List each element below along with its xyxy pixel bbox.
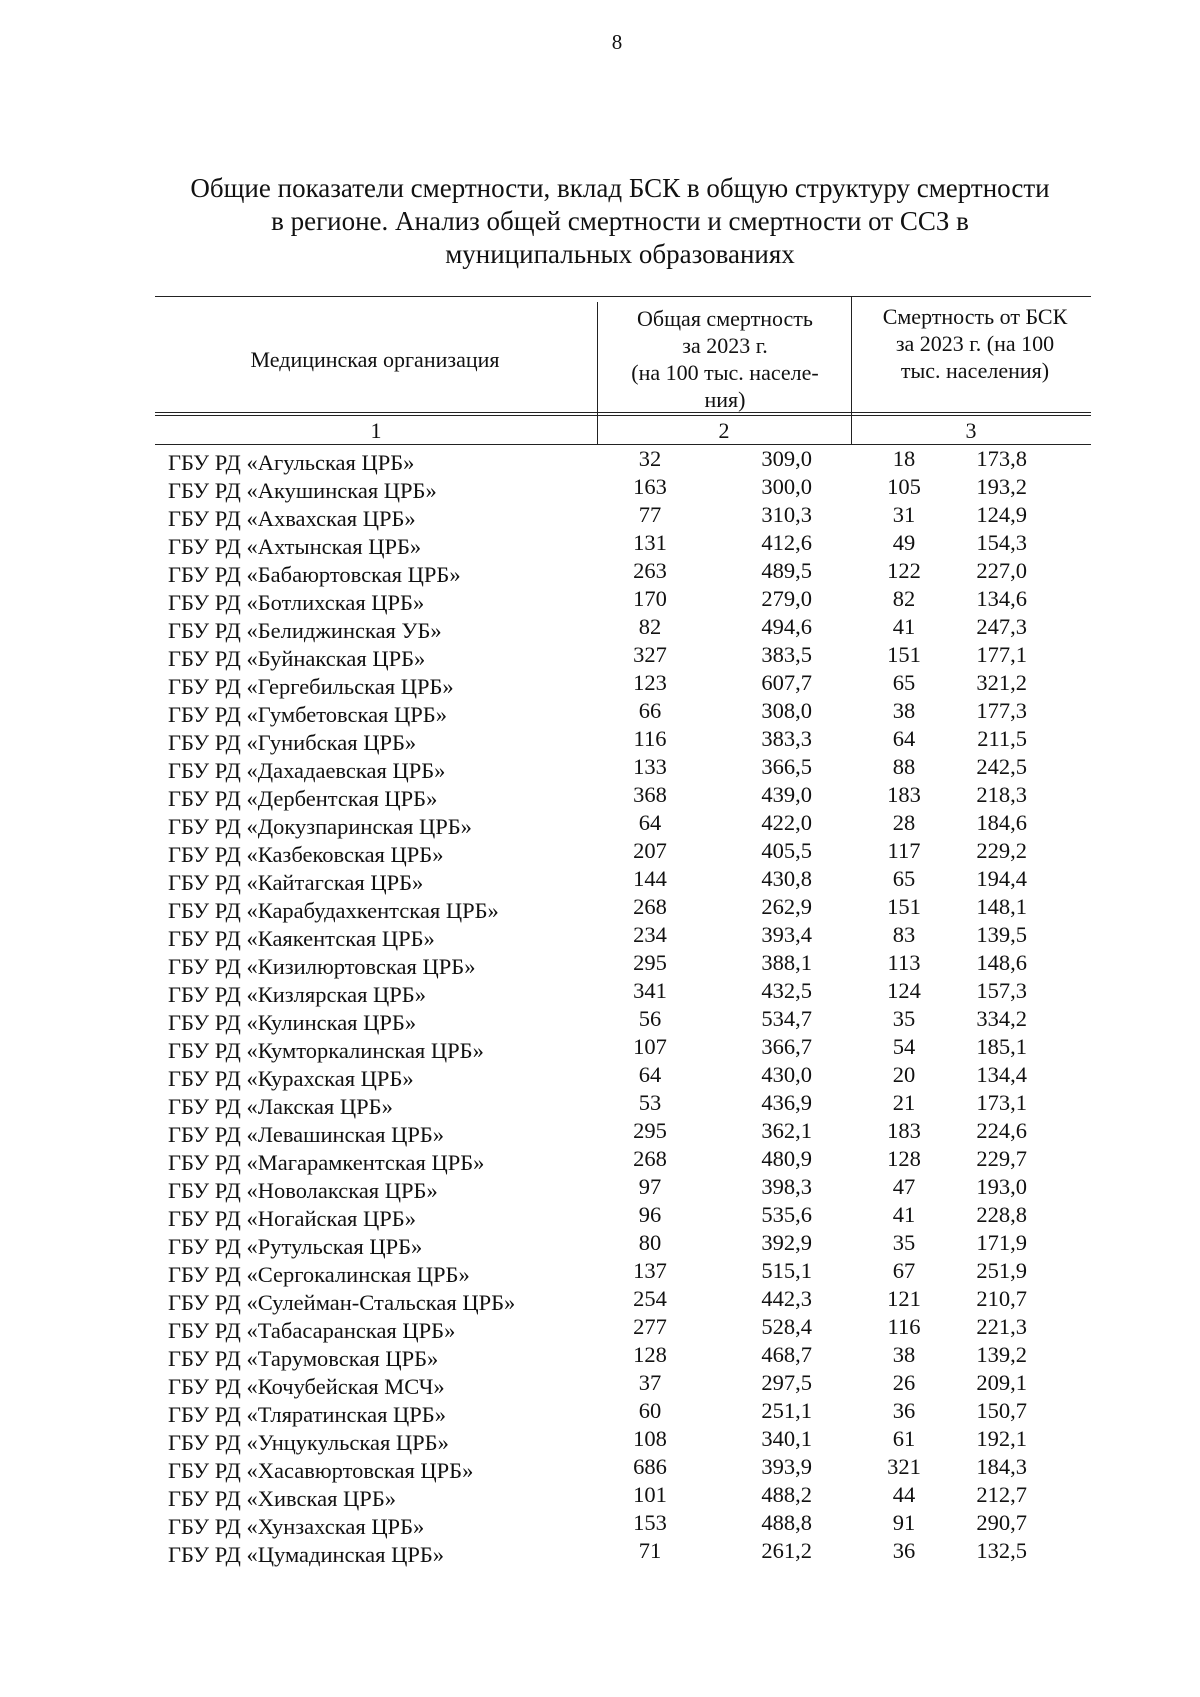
total-rate-cell: 432,5 — [761, 978, 812, 1003]
table-row — [0, 1398, 1200, 1426]
bsk-rate-cell: 194,4 — [976, 866, 1027, 891]
bsk-rate-cell: 171,9 — [976, 1230, 1027, 1255]
total-rate-cell: 262,9 — [761, 894, 812, 919]
table-row — [0, 474, 1200, 502]
bsk-rate-cell: 148,6 — [976, 950, 1027, 975]
total-rate-cell: 393,9 — [761, 1454, 812, 1479]
table-row — [0, 558, 1200, 586]
column-number-rule — [155, 444, 1091, 445]
total-rate-cell: 310,3 — [761, 502, 812, 527]
document-title — [150, 172, 1090, 271]
organization-cell: ГБУ РД «Карабудахкентская ЦРБ» — [168, 898, 499, 923]
organization-cell: ГБУ РД «Ахтынская ЦРБ» — [168, 534, 422, 559]
table-row — [0, 950, 1200, 978]
bsk-deaths-cell: 124 — [887, 978, 921, 1003]
bsk-rate-cell: 134,6 — [976, 586, 1027, 611]
total-deaths-cell: 170 — [633, 586, 667, 611]
total-rate-cell: 430,0 — [761, 1062, 812, 1087]
table-row — [0, 922, 1200, 950]
total-rate-cell: 308,0 — [761, 698, 812, 723]
bsk-deaths-cell: 36 — [892, 1398, 916, 1423]
organization-cell: ГБУ РД «Гунибская ЦРБ» — [168, 730, 417, 755]
total-deaths-cell: 107 — [633, 1034, 667, 1059]
total-deaths-cell: 37 — [638, 1370, 662, 1395]
total-deaths-cell: 116 — [633, 726, 667, 751]
bsk-deaths-cell: 35 — [892, 1230, 916, 1255]
bsk-rate-cell: 209,1 — [976, 1370, 1027, 1395]
bsk-deaths-cell: 54 — [892, 1034, 916, 1059]
organization-cell: ГБУ РД «Кайтагская ЦРБ» — [168, 870, 424, 895]
total-deaths-cell: 277 — [633, 1314, 667, 1339]
table-row — [0, 446, 1200, 474]
bsk-deaths-cell: 88 — [892, 754, 916, 779]
total-deaths-cell: 207 — [633, 838, 667, 863]
total-rate-cell: 251,1 — [761, 1398, 812, 1423]
header-line: (на 100 тыс. населе- — [631, 360, 819, 385]
organization-cell: ГБУ РД «Бабаюртовская ЦРБ» — [168, 562, 461, 587]
bsk-rate-cell: 177,1 — [976, 642, 1027, 667]
table-row — [0, 978, 1200, 1006]
organization-cell: ГБУ РД «Лакская ЦРБ» — [168, 1094, 393, 1119]
total-rate-cell: 261,2 — [761, 1538, 812, 1563]
total-deaths-cell: 101 — [633, 1482, 667, 1507]
total-deaths-cell: 263 — [633, 558, 667, 583]
total-rate-cell: 300,0 — [761, 474, 812, 499]
bsk-deaths-cell: 36 — [892, 1538, 916, 1563]
table-row — [0, 726, 1200, 754]
header-line: за 2023 г. (на 100 — [895, 331, 1055, 356]
total-deaths-cell: 268 — [633, 1146, 667, 1171]
total-rate-cell: 515,1 — [761, 1258, 812, 1283]
total-rate-cell: 362,1 — [761, 1118, 812, 1143]
total-rate-cell: 398,3 — [761, 1174, 812, 1199]
bsk-rate-cell: 173,8 — [976, 446, 1027, 471]
total-deaths-cell: 71 — [638, 1538, 662, 1563]
table-row — [0, 642, 1200, 670]
total-deaths-cell: 137 — [633, 1258, 667, 1283]
organization-cell: ГБУ РД «Ботлихская ЦРБ» — [168, 590, 425, 615]
bsk-deaths-cell: 121 — [887, 1286, 921, 1311]
total-deaths-cell: 64 — [638, 1062, 662, 1087]
bsk-deaths-cell: 91 — [892, 1510, 916, 1535]
bsk-rate-cell: 229,2 — [976, 838, 1027, 863]
bsk-deaths-cell: 35 — [892, 1006, 916, 1031]
total-deaths-cell: 66 — [638, 698, 662, 723]
column-number: 2 — [718, 418, 730, 443]
total-rate-cell: 607,7 — [761, 670, 812, 695]
total-deaths-cell: 60 — [638, 1398, 662, 1423]
total-rate-cell: 366,5 — [761, 754, 812, 779]
bsk-deaths-cell: 41 — [892, 614, 916, 639]
organization-cell: ГБУ РД «Дахадаевская ЦРБ» — [168, 758, 446, 783]
table-row — [0, 1510, 1200, 1538]
table-row — [0, 810, 1200, 838]
organization-cell: ГБУ РД «Хунзахская ЦРБ» — [168, 1514, 425, 1539]
total-rate-cell: 528,4 — [761, 1314, 812, 1339]
organization-cell: ГБУ РД «Хасавюртовская ЦРБ» — [168, 1458, 474, 1483]
bsk-rate-cell: 210,7 — [976, 1286, 1027, 1311]
bsk-rate-cell: 150,7 — [976, 1398, 1027, 1423]
bsk-deaths-cell: 28 — [892, 810, 916, 835]
bsk-rate-cell: 334,2 — [976, 1006, 1027, 1031]
table-row — [0, 1090, 1200, 1118]
table-row — [0, 502, 1200, 530]
total-rate-cell: 488,2 — [761, 1482, 812, 1507]
title-line: муниципальных образованиях — [445, 239, 795, 269]
total-deaths-cell: 32 — [638, 446, 662, 471]
total-deaths-cell: 77 — [638, 502, 662, 527]
bsk-rate-cell: 227,0 — [976, 558, 1027, 583]
total-deaths-cell: 96 — [638, 1202, 662, 1227]
bsk-rate-cell: 139,5 — [976, 922, 1027, 947]
bsk-rate-cell: 212,7 — [976, 1482, 1027, 1507]
table-row — [0, 670, 1200, 698]
title-line: в регионе. Анализ общей смертности и смертности от ССЗ в — [271, 206, 969, 236]
total-deaths-cell: 64 — [638, 810, 662, 835]
total-rate-cell: 366,7 — [761, 1034, 812, 1059]
bsk-deaths-cell: 21 — [892, 1090, 916, 1115]
organization-cell: ГБУ РД «Сулейман-Стальская ЦРБ» — [168, 1290, 516, 1315]
bsk-rate-cell: 251,9 — [976, 1258, 1027, 1283]
table-row — [0, 1342, 1200, 1370]
bsk-rate-cell: 184,3 — [976, 1454, 1027, 1479]
bsk-deaths-cell: 105 — [887, 474, 921, 499]
bsk-rate-cell: 290,7 — [976, 1510, 1027, 1535]
bsk-deaths-cell: 82 — [892, 586, 916, 611]
total-rate-cell: 489,5 — [761, 558, 812, 583]
title-line: Общие показатели смертности, вклад БСК в общую структуру смертности — [190, 173, 1050, 203]
bsk-rate-cell: 154,3 — [976, 530, 1027, 555]
organization-cell: ГБУ РД «Буйнакская ЦРБ» — [168, 646, 426, 671]
organization-cell: ГБУ РД «Унцукульская ЦРБ» — [168, 1430, 449, 1455]
header-line: тыс. населения) — [900, 358, 1050, 383]
table-row — [0, 1062, 1200, 1090]
table-row — [0, 1174, 1200, 1202]
organization-cell: ГБУ РД «Каякентская ЦРБ» — [168, 926, 435, 951]
total-rate-cell: 392,9 — [761, 1230, 812, 1255]
total-rate-cell: 480,9 — [761, 1146, 812, 1171]
bsk-deaths-cell: 64 — [892, 726, 916, 751]
organization-cell: ГБУ РД «Агульская ЦРБ» — [168, 450, 415, 475]
organization-cell: ГБУ РД «Кочубейская МСЧ» — [168, 1374, 445, 1399]
organization-cell: ГБУ РД «Сергокалинская ЦРБ» — [168, 1262, 470, 1287]
total-rate-cell: 297,5 — [761, 1370, 812, 1395]
organization-cell: ГБУ РД «Кизлярская ЦРБ» — [168, 982, 426, 1007]
organization-cell: ГБУ РД «Кулинская ЦРБ» — [168, 1010, 417, 1035]
bsk-deaths-cell: 67 — [892, 1258, 916, 1283]
organization-cell: ГБУ РД «Ногайская ЦРБ» — [168, 1206, 416, 1231]
table-row — [0, 866, 1200, 894]
total-rate-cell: 383,5 — [761, 642, 812, 667]
organization-cell: ГБУ РД «Тарумовская ЦРБ» — [168, 1346, 439, 1371]
organization-cell: ГБУ РД «Докузпаринская ЦРБ» — [168, 814, 472, 839]
total-deaths-cell: 234 — [633, 922, 667, 947]
column-number: 1 — [370, 418, 382, 443]
header-line: Смертность от БСК — [882, 304, 1068, 329]
total-rate-cell: 439,0 — [761, 782, 812, 807]
bsk-rate-cell: 221,3 — [976, 1314, 1027, 1339]
bsk-deaths-cell: 65 — [892, 866, 916, 891]
table-row — [0, 1538, 1200, 1566]
table-row — [0, 1118, 1200, 1146]
table-row — [0, 754, 1200, 782]
column-number: 3 — [965, 418, 977, 443]
bsk-deaths-cell: 151 — [887, 642, 921, 667]
table-row — [0, 838, 1200, 866]
header-line: Общая смертность — [637, 306, 813, 331]
total-rate-cell: 468,7 — [761, 1342, 812, 1367]
bsk-deaths-cell: 183 — [887, 1118, 921, 1143]
bsk-deaths-cell: 47 — [892, 1174, 916, 1199]
bsk-deaths-cell: 122 — [887, 558, 921, 583]
bsk-deaths-cell: 117 — [887, 838, 921, 863]
table-row — [0, 1034, 1200, 1062]
table-row — [0, 1258, 1200, 1286]
bsk-rate-cell: 185,1 — [976, 1034, 1027, 1059]
bsk-deaths-cell: 116 — [887, 1314, 921, 1339]
header-organization: Медицинская организация — [250, 347, 500, 372]
bsk-rate-cell: 247,3 — [976, 614, 1027, 639]
bsk-deaths-cell: 151 — [887, 894, 921, 919]
total-rate-cell: 494,6 — [761, 614, 812, 639]
total-rate-cell: 436,9 — [761, 1090, 812, 1115]
header-total-mortality — [605, 305, 845, 413]
bsk-rate-cell: 224,6 — [976, 1118, 1027, 1143]
organization-cell: ГБУ РД «Дербентская ЦРБ» — [168, 786, 438, 811]
bsk-deaths-cell: 128 — [887, 1146, 921, 1171]
total-deaths-cell: 327 — [633, 642, 667, 667]
bsk-deaths-cell: 61 — [892, 1426, 916, 1451]
organization-cell: ГБУ РД «Тляратинская ЦРБ» — [168, 1402, 446, 1427]
total-rate-cell: 340,1 — [761, 1426, 812, 1451]
organization-cell: ГБУ РД «Рутульская ЦРБ» — [168, 1234, 423, 1259]
bsk-rate-cell: 193,2 — [976, 474, 1027, 499]
bsk-deaths-cell: 83 — [892, 922, 916, 947]
total-rate-cell: 309,0 — [761, 446, 812, 471]
table-row — [0, 1426, 1200, 1454]
total-rate-cell: 535,6 — [761, 1202, 812, 1227]
bsk-deaths-cell: 38 — [892, 1342, 916, 1367]
organization-cell: ГБУ РД «Магарамкентская ЦРБ» — [168, 1150, 485, 1175]
table-row — [0, 1006, 1200, 1034]
bsk-rate-cell: 173,1 — [976, 1090, 1027, 1115]
table-row — [0, 1286, 1200, 1314]
table-body — [0, 446, 1200, 1566]
organization-cell: ГБУ РД «Табасаранская ЦРБ» — [168, 1318, 456, 1343]
bsk-rate-cell: 242,5 — [976, 754, 1027, 779]
header-line: за 2023 г. — [682, 333, 768, 358]
bsk-deaths-cell: 183 — [887, 782, 921, 807]
table-row — [0, 1146, 1200, 1174]
total-rate-cell: 393,4 — [761, 922, 812, 947]
organization-cell: ГБУ РД «Кизилюртовская ЦРБ» — [168, 954, 476, 979]
total-deaths-cell: 144 — [633, 866, 667, 891]
total-rate-cell: 279,0 — [761, 586, 812, 611]
table-row — [0, 530, 1200, 558]
bsk-rate-cell: 177,3 — [976, 698, 1027, 723]
bsk-rate-cell: 192,1 — [976, 1426, 1027, 1451]
bsk-deaths-cell: 65 — [892, 670, 916, 695]
bsk-deaths-cell: 26 — [892, 1370, 916, 1395]
total-rate-cell: 488,8 — [761, 1510, 812, 1535]
total-deaths-cell: 153 — [633, 1510, 667, 1535]
table-row — [0, 894, 1200, 922]
total-rate-cell: 534,7 — [761, 1006, 812, 1031]
bsk-rate-cell: 321,2 — [976, 670, 1027, 695]
total-deaths-cell: 268 — [633, 894, 667, 919]
bsk-rate-cell: 211,5 — [977, 726, 1027, 751]
total-deaths-cell: 295 — [633, 1118, 667, 1143]
organization-cell: ГБУ РД «Левашинская ЦРБ» — [168, 1122, 445, 1147]
bsk-rate-cell: 157,3 — [976, 978, 1027, 1003]
bsk-deaths-cell: 31 — [892, 502, 916, 527]
total-deaths-cell: 128 — [633, 1342, 667, 1367]
bsk-rate-cell: 132,5 — [976, 1538, 1027, 1563]
organization-cell: ГБУ РД «Белиджинская УБ» — [168, 618, 442, 643]
bsk-rate-cell: 228,8 — [976, 1202, 1027, 1227]
header-bsk-mortality — [858, 303, 1092, 384]
table-row — [0, 1314, 1200, 1342]
bsk-deaths-cell: 49 — [892, 530, 916, 555]
organization-cell: ГБУ РД «Гергебильская ЦРБ» — [168, 674, 454, 699]
bsk-deaths-cell: 41 — [892, 1202, 916, 1227]
organization-cell: ГБУ РД «Казбековская ЦРБ» — [168, 842, 444, 867]
bsk-deaths-cell: 20 — [892, 1062, 916, 1087]
total-deaths-cell: 133 — [633, 754, 667, 779]
total-deaths-cell: 131 — [633, 530, 667, 555]
total-deaths-cell: 686 — [633, 1454, 667, 1479]
bsk-deaths-cell: 38 — [892, 698, 916, 723]
organization-cell: ГБУ РД «Акушинская ЦРБ» — [168, 478, 437, 503]
bsk-deaths-cell: 321 — [887, 1454, 921, 1479]
table-row — [0, 1370, 1200, 1398]
table-top-rule — [155, 296, 1091, 297]
table-row — [0, 586, 1200, 614]
table-row — [0, 614, 1200, 642]
table-row — [0, 1230, 1200, 1258]
total-rate-cell: 383,3 — [761, 726, 812, 751]
total-rate-cell: 430,8 — [761, 866, 812, 891]
total-deaths-cell: 97 — [638, 1174, 662, 1199]
total-deaths-cell: 123 — [633, 670, 667, 695]
bsk-rate-cell: 139,2 — [976, 1342, 1027, 1367]
bsk-rate-cell: 229,7 — [976, 1146, 1027, 1171]
bsk-deaths-cell: 113 — [887, 950, 921, 975]
bsk-deaths-cell: 44 — [892, 1482, 916, 1507]
table-row — [0, 698, 1200, 726]
organization-cell: ГБУ РД «Гумбетовская ЦРБ» — [168, 702, 447, 727]
total-rate-cell: 442,3 — [761, 1286, 812, 1311]
bsk-deaths-cell: 18 — [892, 446, 916, 471]
bsk-rate-cell: 124,9 — [976, 502, 1027, 527]
organization-cell: ГБУ РД «Кумторкалинская ЦРБ» — [168, 1038, 484, 1063]
bsk-rate-cell: 218,3 — [976, 782, 1027, 807]
table-row — [0, 1202, 1200, 1230]
total-deaths-cell: 295 — [633, 950, 667, 975]
total-deaths-cell: 82 — [638, 614, 662, 639]
total-rate-cell: 388,1 — [761, 950, 812, 975]
header-line: ния) — [704, 387, 746, 412]
total-rate-cell: 405,5 — [761, 838, 812, 863]
table-row — [0, 782, 1200, 810]
total-deaths-cell: 80 — [638, 1230, 662, 1255]
total-deaths-cell: 108 — [633, 1426, 667, 1451]
organization-cell: ГБУ РД «Новолакская ЦРБ» — [168, 1178, 438, 1203]
total-deaths-cell: 56 — [638, 1006, 662, 1031]
bsk-rate-cell: 193,0 — [976, 1174, 1027, 1199]
bsk-rate-cell: 184,6 — [976, 810, 1027, 835]
bsk-rate-cell: 134,4 — [976, 1062, 1027, 1087]
table-header-rule-double — [155, 415, 1091, 416]
total-rate-cell: 422,0 — [761, 810, 812, 835]
total-deaths-cell: 368 — [633, 782, 667, 807]
organization-cell: ГБУ РД «Курахская ЦРБ» — [168, 1066, 414, 1091]
total-deaths-cell: 254 — [633, 1286, 667, 1311]
table-row — [0, 1482, 1200, 1510]
page-number: 8 — [611, 30, 623, 54]
total-rate-cell: 412,6 — [761, 530, 812, 555]
organization-cell: ГБУ РД «Ахвахская ЦРБ» — [168, 506, 416, 531]
organization-cell: ГБУ РД «Цумадинская ЦРБ» — [168, 1542, 445, 1567]
table-row — [0, 1454, 1200, 1482]
organization-cell: ГБУ РД «Хивская ЦРБ» — [168, 1486, 396, 1511]
total-deaths-cell: 53 — [638, 1090, 662, 1115]
total-deaths-cell: 341 — [633, 978, 667, 1003]
total-deaths-cell: 163 — [633, 474, 667, 499]
bsk-rate-cell: 148,1 — [976, 894, 1027, 919]
